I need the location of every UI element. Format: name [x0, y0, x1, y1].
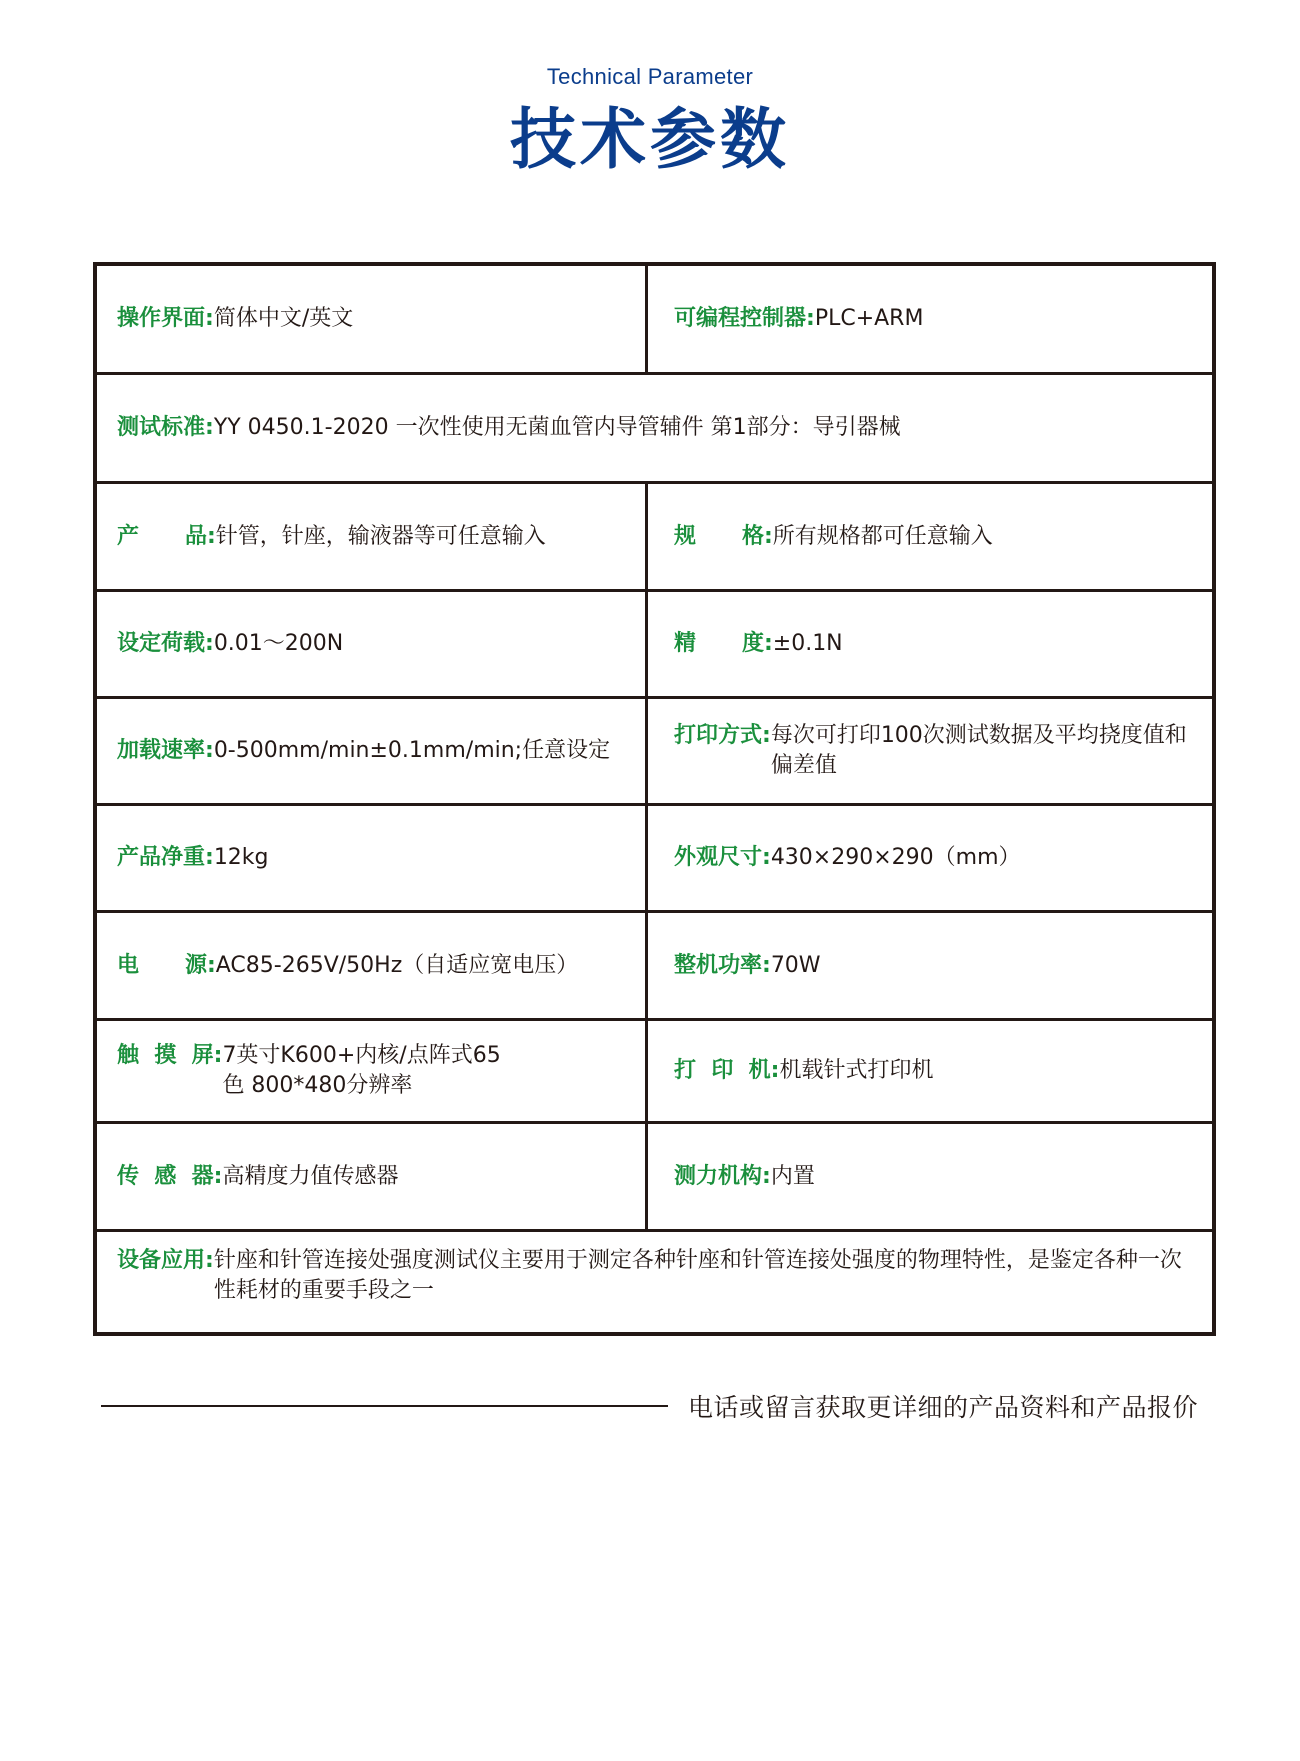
param-value: 简体中文/英文 [213, 306, 354, 331]
parameter-table [93, 262, 1216, 1336]
param-value: 430×290×290（mm） [770, 845, 1021, 870]
table-row [97, 372, 1212, 481]
param-cell [648, 484, 1212, 589]
table-row [97, 696, 1212, 803]
param-label: 产品净重: [117, 845, 214, 870]
param-value: 机载针式打印机 [779, 1058, 934, 1083]
param-value: 12kg [213, 845, 269, 870]
param-label: 整机功率: [674, 952, 771, 978]
param-value: 每次可打印100次测试数据及平均挠度值和偏差值 [770, 723, 1187, 778]
page-title: 技术参数 [510, 101, 790, 178]
table-row [97, 266, 1212, 372]
param-cell [97, 484, 648, 589]
param-value: 0-500mm/min±0.1mm/min;任意设定 [213, 738, 611, 763]
table-row [97, 1018, 1212, 1121]
param-label: 可编程控制器: [674, 306, 815, 331]
param-label: 设备应用: [117, 1248, 214, 1273]
param-label: 传 感 器: [117, 1163, 223, 1189]
param-cell [97, 699, 648, 803]
table-row [97, 910, 1212, 1018]
param-label: 产 品: [117, 523, 216, 549]
table-row [97, 1121, 1212, 1229]
param-label: 外观尺寸: [674, 845, 771, 870]
param-cell [648, 699, 1212, 803]
param-cell [648, 592, 1212, 696]
param-cell [97, 375, 1212, 481]
table-row [97, 803, 1212, 910]
param-value: 针管，针座，输液器等可任意输入 [215, 523, 546, 549]
param-cell [648, 806, 1212, 910]
param-label: 规 格: [674, 523, 773, 549]
param-cell [648, 266, 1212, 372]
param-cell [97, 806, 648, 910]
param-label: 触 摸 屏: [117, 1043, 223, 1068]
contact-prompt: 电话或留言获取更详细的产品资料和产品报价 [688, 1393, 1199, 1422]
param-cell [648, 1021, 1212, 1121]
subtitle-english: Technical Parameter [546, 64, 754, 89]
param-label: 操作界面: [117, 306, 214, 331]
param-label: 精 度: [674, 631, 773, 656]
param-label: 测力机构: [674, 1163, 771, 1189]
param-cell [97, 1232, 1212, 1336]
param-value: AC85-265V/50Hz（自适应宽电压） [215, 952, 579, 978]
param-value: 7英寸K600+内核/点阵式65色 800*480分辨率 [222, 1043, 501, 1098]
param-value: 70W [770, 952, 821, 978]
param-label: 设定荷载: [117, 631, 214, 656]
param-cell [97, 266, 648, 372]
footer-divider [101, 1405, 668, 1407]
param-label: 打 印 机: [674, 1058, 780, 1083]
param-value: ±0.1N [772, 631, 843, 656]
param-value: 高精度力值传感器 [222, 1163, 399, 1189]
param-value: 针座和针管连接处强度测试仪主要用于测定各种针座和针管连接处强度的物理特性，是鉴定各种一次性耗材的重要手段之一 [213, 1248, 1182, 1303]
param-label: 测试标准: [117, 415, 214, 440]
param-cell [648, 1124, 1212, 1229]
param-label: 电 源: [117, 952, 216, 978]
table-row [97, 1229, 1212, 1336]
param-cell [97, 592, 648, 696]
param-label: 加载速率: [117, 738, 214, 763]
param-cell [97, 1124, 648, 1229]
param-value: 0.01～200N [213, 631, 344, 656]
table-row [97, 481, 1212, 589]
param-cell [648, 913, 1212, 1018]
table-row [97, 589, 1212, 696]
param-value: YY 0450.1-2020 一次性使用无菌血管内导管辅件 第1部分：导引器械 [213, 415, 901, 440]
param-cell [97, 1021, 648, 1121]
param-cell [97, 913, 648, 1018]
param-value: PLC+ARM [814, 306, 924, 331]
param-value: 所有规格都可任意输入 [772, 523, 993, 549]
param-value: 内置 [770, 1163, 815, 1189]
param-label: 打印方式: [674, 723, 771, 748]
